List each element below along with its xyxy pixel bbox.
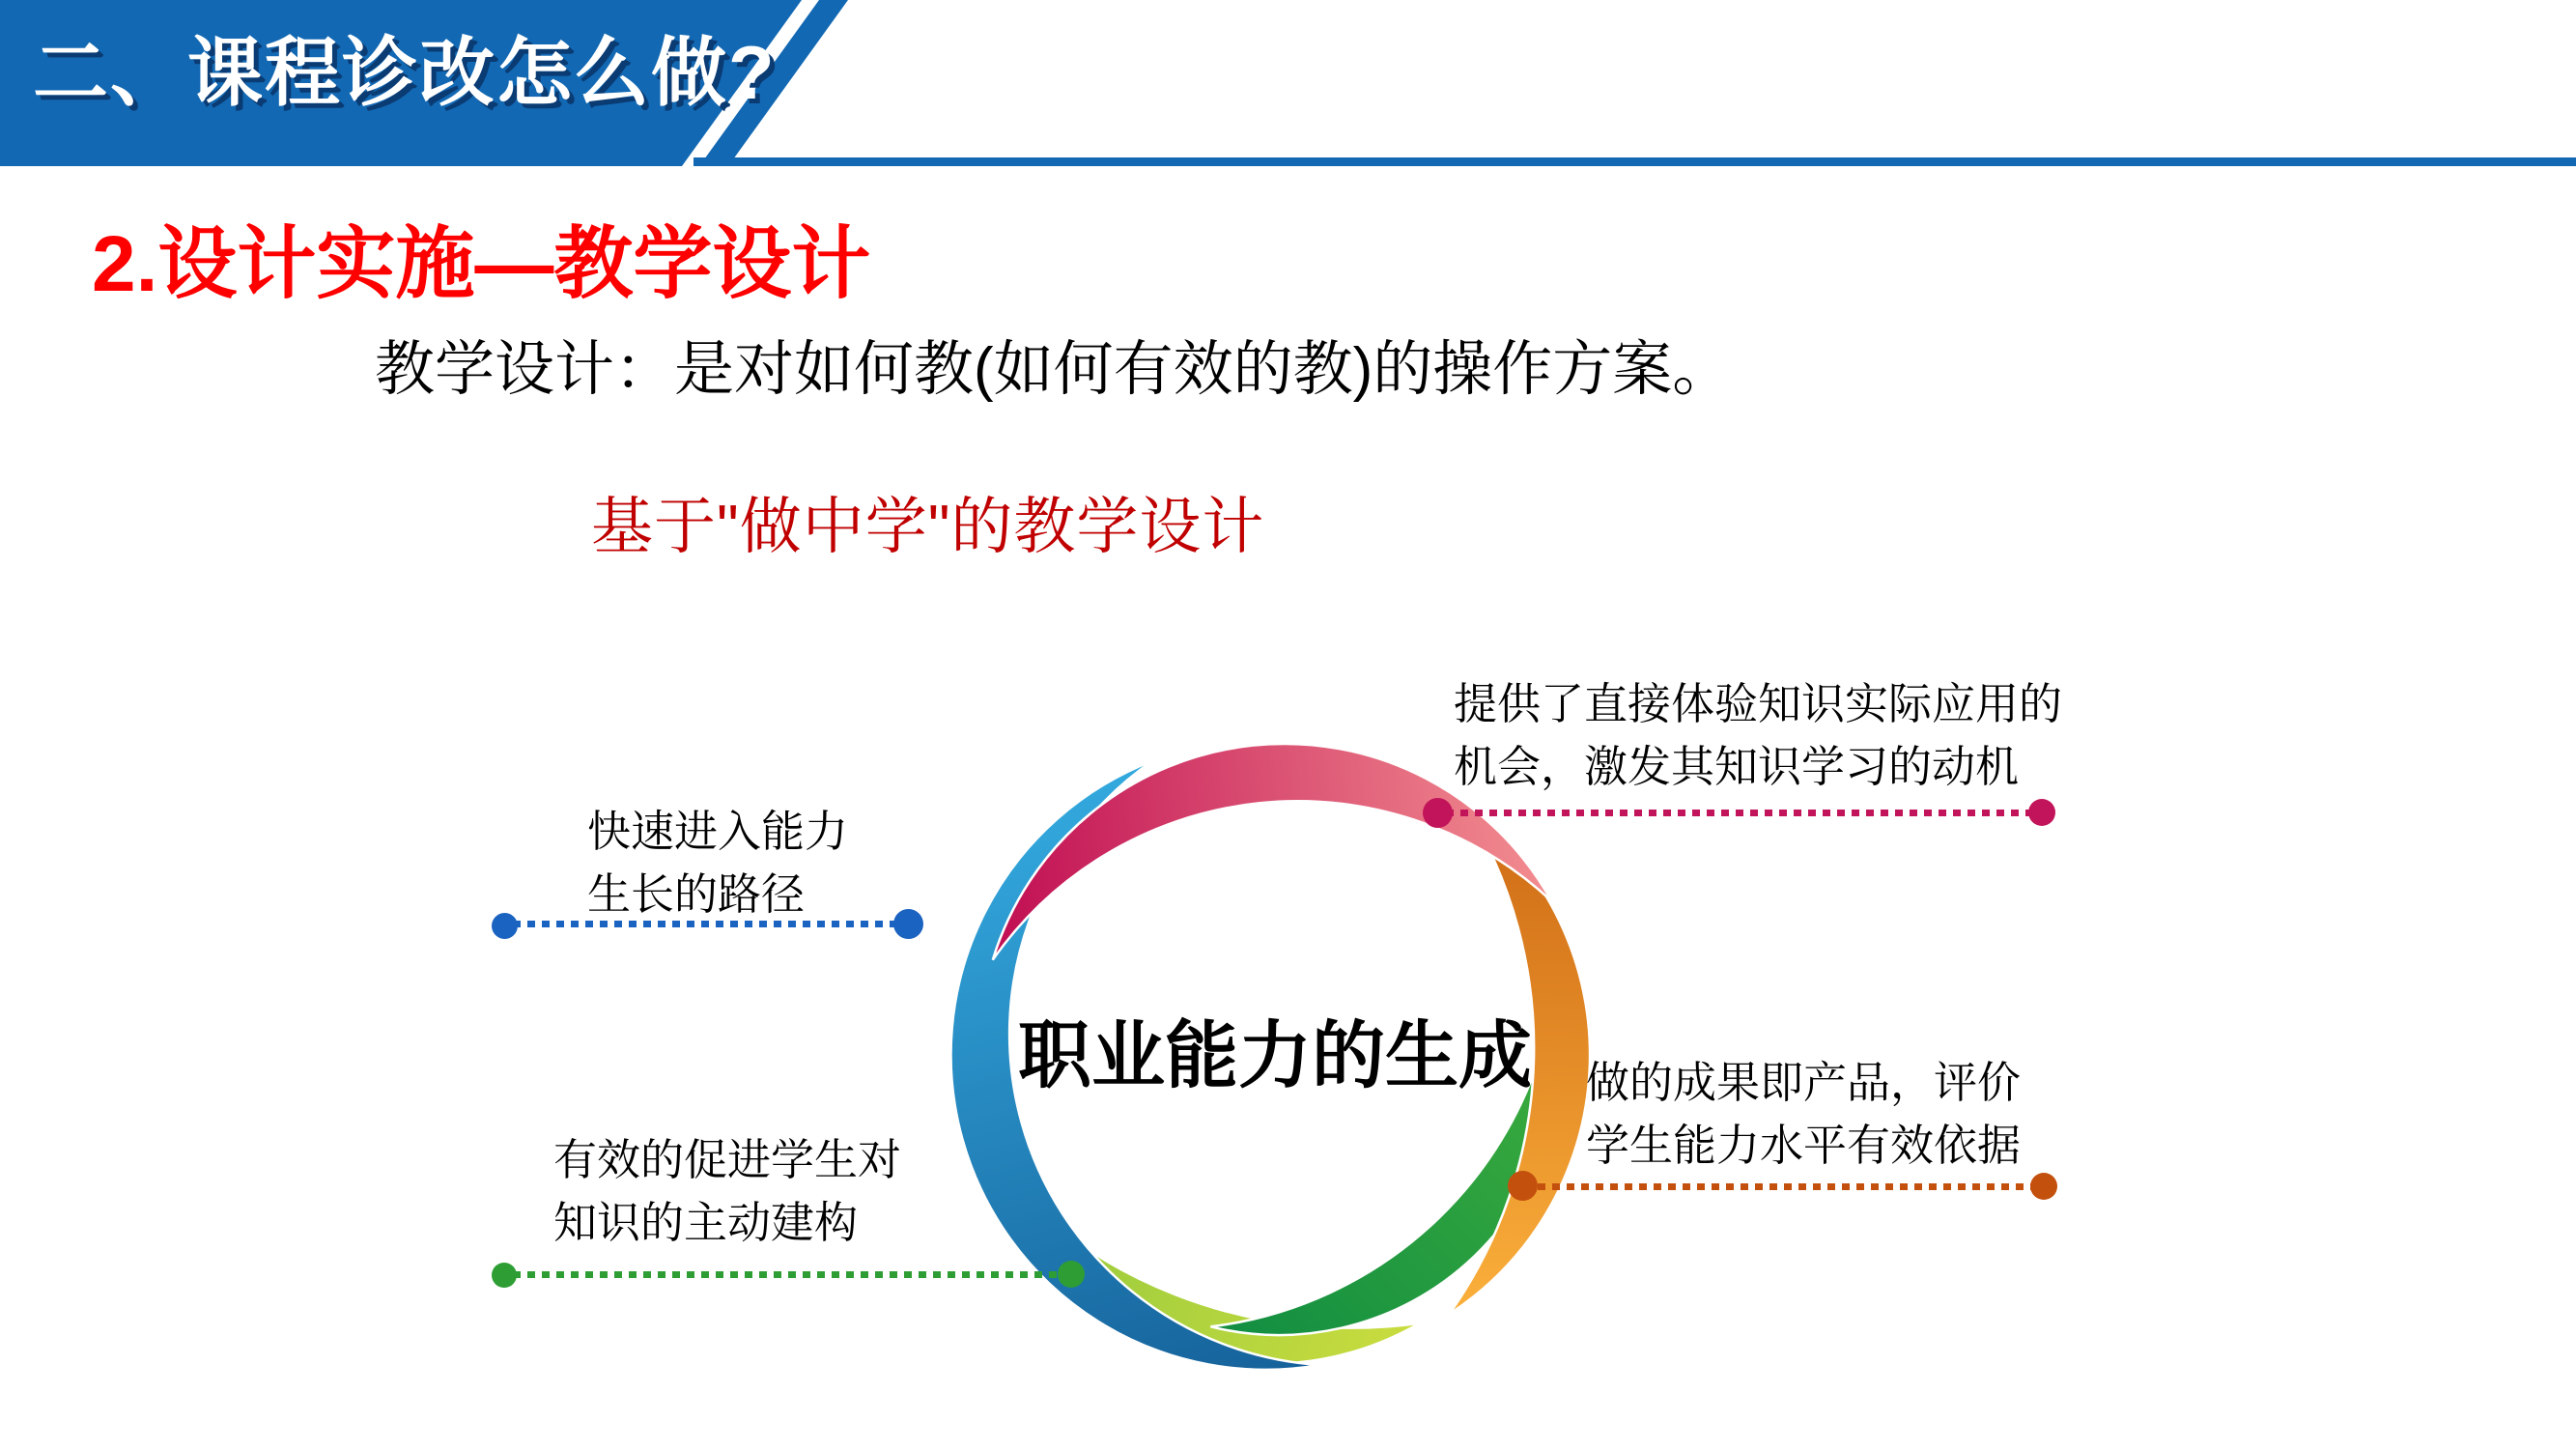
connector-endpoint-top-right [2028, 799, 2055, 826]
callout-top-right [1454, 672, 2062, 798]
ring-center-label: 职业能力的生成 [1018, 1015, 1532, 1097]
callout-bottom-left [553, 1128, 901, 1254]
callout-right [1586, 1051, 2021, 1177]
callout-right-line2: 学生能力水平有效依据 [1586, 1121, 2022, 1170]
callout-top-right-line1: 提供了直接体验知识实际应用的 [1454, 679, 2063, 728]
banner [0, 0, 889, 166]
connector-ringdot-top-right [1423, 798, 1453, 828]
section-heading: 2.设计实施—教学设计 [92, 220, 871, 308]
connector-line-top-right [1446, 810, 2033, 816]
connector-endpoint-left [492, 913, 518, 939]
connector-endpoint-right [2030, 1173, 2057, 1200]
connector-line-bottom-left [513, 1271, 1060, 1278]
callout-bottom-left-line1: 有效的促进学生对 [553, 1135, 902, 1184]
callout-top-right-line2: 机会，激发其知识学习的动机 [1454, 742, 2020, 791]
connector-ringdot-right [1508, 1171, 1538, 1201]
ring-reflection [942, 1388, 1608, 1450]
callout-bottom-left-line2: 知识的主动建构 [553, 1198, 859, 1247]
connector-ringdot-bottom-left [1058, 1261, 1085, 1288]
connector-line-right [1538, 1183, 2034, 1190]
banner-rule-line [694, 157, 2576, 166]
callout-left-line1: 快速进入能力 [587, 807, 849, 856]
connector-endpoint-bottom-left [492, 1263, 517, 1288]
callout-left-line2: 生长的路径 [587, 869, 806, 919]
banner-title: 二、课程诊改怎么做? [33, 30, 777, 115]
callout-right-line1: 做的成果即产品，评价 [1586, 1058, 2022, 1107]
subtitle-text: 基于"做中学"的教学设计 [591, 492, 1265, 561]
connector-ringdot-left [893, 909, 923, 939]
ring-reflection-svg [942, 1388, 1608, 1401]
callout-left [587, 800, 848, 925]
definition-text: 教学设计：是对如何教(如何有效的教)的操作方案。 [375, 336, 1733, 403]
